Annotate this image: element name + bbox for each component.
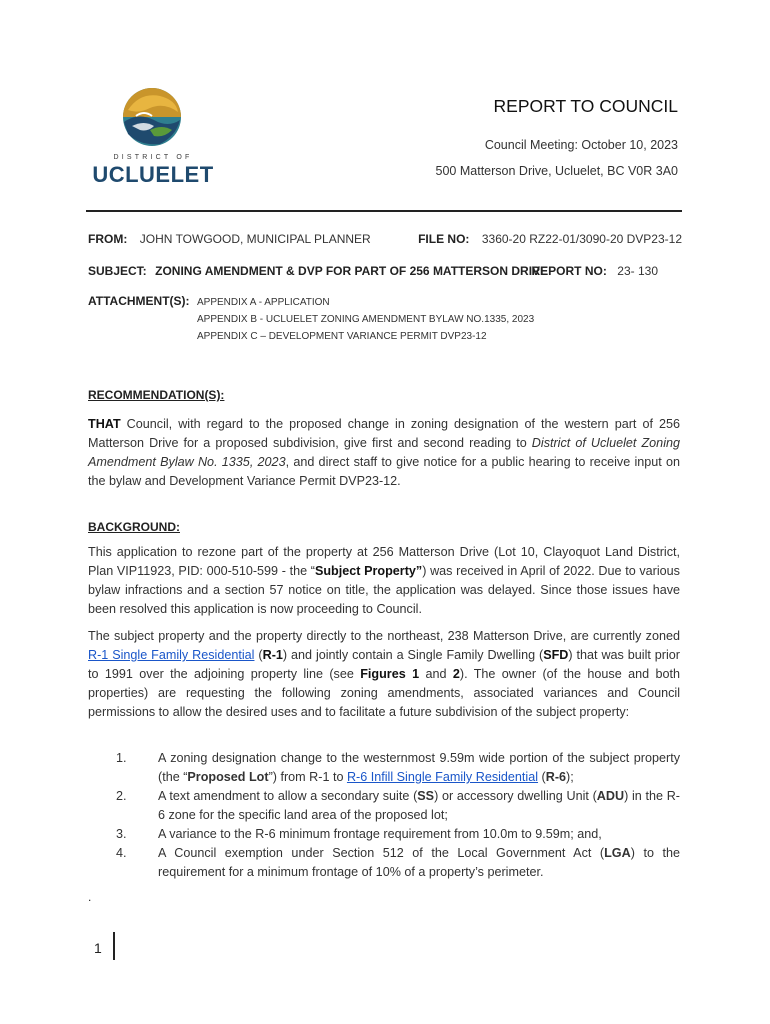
that-keyword: THAT [88,417,121,431]
item-4-text-c: ) to the requirement for a minimum frontage of 10% of a property’s perimeter. [158,846,680,879]
from-row [88,230,371,248]
sfd-term: SFD [543,648,569,662]
report-title: REPORT TO COUNCIL [493,96,678,116]
subject-property-term: Subject Property” [314,564,423,578]
file-row [418,230,682,248]
file-value: 3360-20 RZ22-01/3090-20 DVP23-12 [481,232,682,246]
lga-term: LGA [604,846,631,860]
r1-zone-link[interactable]: R-1 Single Family Residential [88,648,255,662]
bg-p2-text-b: ( [254,648,263,662]
background-heading: BACKGROUND: [88,520,180,534]
item-1-text-d: ( [538,770,546,784]
page-number-divider [113,932,115,960]
rec-text-2: , and direct staff to give notice for a public hearing to receive input on the bylaw and Development Variance Permit DVP23-12. [88,455,681,488]
appendix-b: APPENDIX B - UCLUELET ZONING AMENDMENT BYLAW NO.1335, 2023 [197,314,535,325]
from-value: JOHN TOWGOOD, MUNICIPAL PLANNER [139,232,371,246]
attachments-label: ATTACHMENT(S): [88,294,190,308]
amendment-list [88,749,680,882]
bg-p2-text-d: ) that was built prior to 1991 over the adjoining property line (see [88,648,680,681]
bg-p2-text-f: ). The owner (of the house and both properties) are requesting the following zoning amendments, associated variances and Council permissions to allow the desired uses and to facilitate a future subdivision of the subject property: [88,667,681,719]
r6-zone-link[interactable]: R-6 Infill Single Family Residential [346,770,539,784]
file-label: FILE NO: [418,232,470,246]
report-label: REPORT NO: [531,264,607,278]
list-item [88,787,680,825]
page-number: 1 [94,940,102,956]
item-1-text-f: ); [566,770,574,784]
stray-dot: . [88,890,92,904]
rec-text-1: Council, with regard to the proposed change in zoning designation of the western part of 256 Matterson Drive for a proposed subdivision, give first and second reading to [88,417,680,450]
list-item [88,825,680,844]
list-number: 1. [116,751,127,765]
item-1-text-c: ”) from R-1 to [268,770,347,784]
bg-p2-text: The subject property and the property directly to the northeast, 238 Matterson Drive, are currently zoned [88,629,680,643]
from-label: FROM: [88,232,128,246]
r6-term: R-6 [545,770,567,784]
item-2-text-c: ) or accessory dwelling Unit ( [434,789,597,803]
bg-p2-text-c: ) and jointly contain a Single Family Dwelling ( [282,648,544,662]
proposed-lot-term: Proposed Lot [187,770,269,784]
ss-term: SS [417,789,435,803]
recommendation-heading: RECOMMENDATION(S): [88,388,225,402]
background-paragraph-1 [88,543,680,619]
list-item [88,749,680,787]
report-row [532,262,659,280]
subject-label: SUBJECT: [88,264,147,278]
subject-value: ZONING AMENDMENT & DVP FOR PART OF 256 MATTERSON DRIVE [155,264,549,278]
meeting-date: Council Meeting: October 10, 2023 [484,138,678,152]
item-2-text-e: ) in the R-6 zone for the specific land area of the proposed lot; [158,789,681,822]
figure-2-ref: 2 [452,667,460,681]
adu-term: ADU [596,789,625,803]
appendix-a: APPENDIX A - APPLICATION [197,297,330,308]
bylaw-title: District of Ucluelet Zoning Amendment Bylaw No. 1335, 2023 [88,436,680,469]
report-value: 23- 130 [617,264,658,278]
item-1-text-a: A zoning designation change to the westernmost 9.59m wide portion of the subject property (the “ [158,751,680,784]
list-number: 2. [116,789,127,803]
ucluelet-emblem-icon [120,86,184,148]
subject-row [88,262,548,280]
item-4-text-a: A Council exemption under Section 512 of the Local Government Act ( [158,846,605,860]
item-2-text-a: A text amendment to allow a secondary suite ( [158,789,418,803]
logo-district-text: DISTRICT OF [113,154,193,161]
appendix-list [197,294,534,345]
bg-p1-text: This application to rezone part of the property at 256 Matterson Drive (Lot 10, Clayoquot Land District, Plan VIP11923, PID: 000-510-599 - the “ [88,545,680,578]
list-number: 4. [116,846,127,860]
logo-ucluelet-text: UCLUELET [92,162,214,187]
background-paragraph-2 [88,627,680,722]
bg-p2-text-e: and [419,667,453,681]
list-item [88,844,680,882]
bg-p1-text-2: ) was received in April of 2022. Due to various bylaw infractions and a section 57 notice on title, the application was delayed. Since those issues have been resolved this application is now proceeding to Council. [88,564,680,616]
figure-1-ref: Figures 1 [360,667,420,681]
district-logo [88,86,218,186]
item-3-text: A variance to the R-6 minimum frontage requirement from 10.0m to 9.59m; and, [158,827,602,841]
list-number: 3. [116,827,127,841]
r1-term: R-1 [262,648,283,662]
appendix-c: APPENDIX C – DEVELOPMENT VARIANCE PERMIT DVP23-12 [197,331,487,342]
header-divider [86,210,682,212]
recommendation-text [88,415,680,491]
address: 500 Matterson Drive, Ucluelet, BC V0R 3A0 [435,164,678,178]
